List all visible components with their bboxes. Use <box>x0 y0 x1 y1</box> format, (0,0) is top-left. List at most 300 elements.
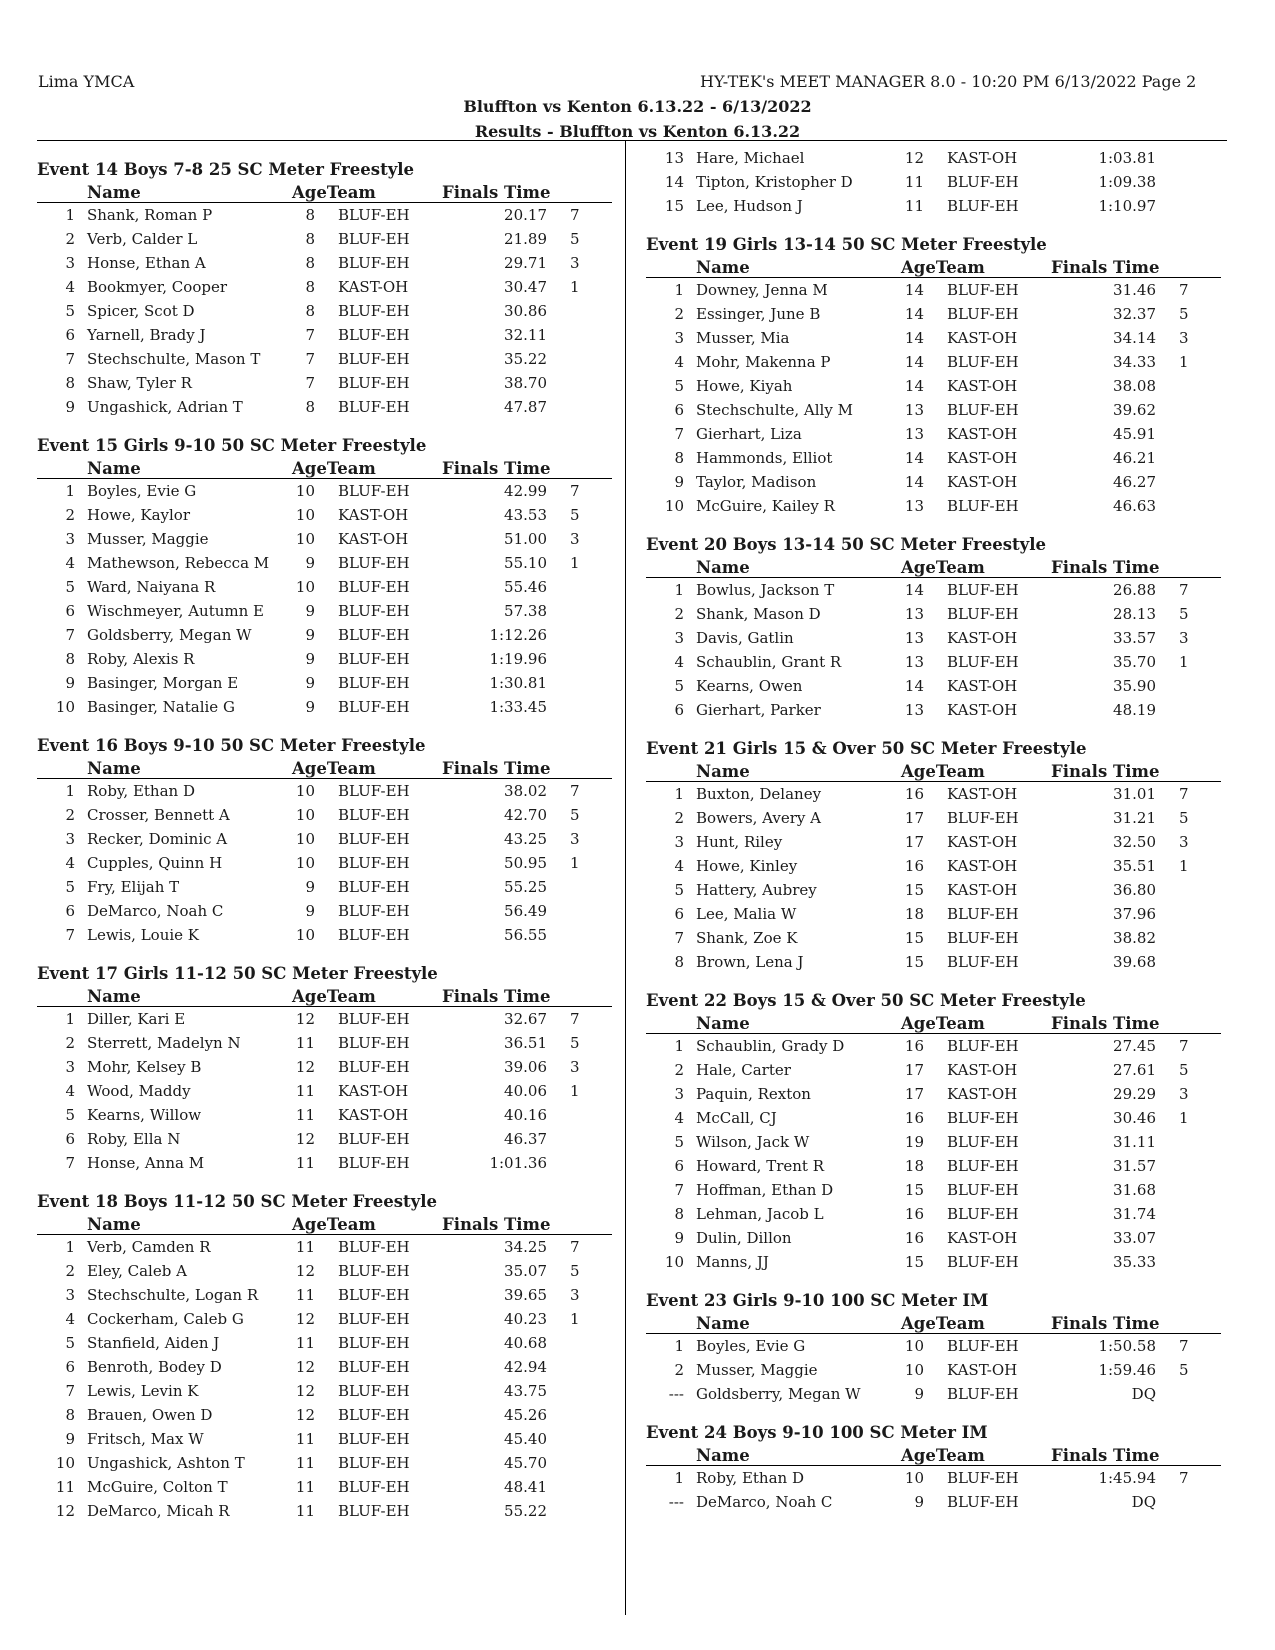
finals-time: 27.45 <box>1113 1037 1156 1055</box>
place: 8 <box>65 374 75 392</box>
finals-time: 40.23 <box>504 1310 547 1328</box>
swimmer-age: 8 <box>305 206 315 224</box>
result-row <box>37 1355 612 1379</box>
result-row <box>37 1331 612 1355</box>
result-row <box>37 227 612 251</box>
swimmer-name: Mohr, Makenna P <box>696 353 831 371</box>
header-finals-time: Finals Time <box>1051 1014 1160 1033</box>
swimmer-age: 16 <box>904 785 924 803</box>
team-code: KAST-OH <box>947 449 1018 467</box>
team-code: BLUF-EH <box>338 1238 410 1256</box>
team-code: BLUF-EH <box>947 1385 1019 1403</box>
place: 8 <box>65 650 75 668</box>
swimmer-age: 12 <box>904 149 924 167</box>
result-row <box>37 395 612 419</box>
event-block <box>37 1190 612 1523</box>
swimmer-name: Bowlus, Jackson T <box>696 581 835 599</box>
result-row <box>646 1034 1221 1058</box>
place: 12 <box>55 1502 75 1520</box>
event-block <box>37 734 612 947</box>
place: 2 <box>65 506 75 524</box>
place: 6 <box>674 701 684 719</box>
header-finals-time: Finals Time <box>442 759 551 778</box>
swimmer-age: 14 <box>904 677 924 695</box>
swimmer-name: Kearns, Owen <box>696 677 803 695</box>
swimmer-age: 8 <box>305 302 315 320</box>
finals-time: 1:10.97 <box>1098 197 1156 215</box>
finals-time: 35.22 <box>504 350 547 368</box>
swimmer-age: 13 <box>904 701 924 719</box>
team-code: BLUF-EH <box>338 554 410 572</box>
result-row <box>37 275 612 299</box>
swimmer-age: 16 <box>904 1037 924 1055</box>
swimmer-name: Dulin, Dillon <box>696 1229 792 1247</box>
result-row <box>37 1259 612 1283</box>
place: 10 <box>664 1253 684 1271</box>
team-code: KAST-OH <box>947 629 1018 647</box>
event-title: Event 17 Girls 11-12 50 SC Meter Freestyle <box>37 964 438 983</box>
result-row <box>37 1103 612 1127</box>
points: 7 <box>1179 1469 1189 1487</box>
swimmer-name: Essinger, June B <box>696 305 821 323</box>
swimmer-name: Hunt, Riley <box>696 833 783 851</box>
finals-time: 55.46 <box>504 578 547 596</box>
swimmer-name: Honse, Anna M <box>87 1154 205 1172</box>
swimmer-age: 10 <box>295 854 315 872</box>
swimmer-name: Mathewson, Rebecca M <box>87 554 270 572</box>
column-header <box>646 1313 1221 1334</box>
finals-time: 48.41 <box>504 1478 547 1496</box>
header-name: Name <box>87 987 141 1006</box>
swimmer-name: Recker, Dominic A <box>87 830 228 848</box>
column-header <box>646 1445 1221 1466</box>
place: 3 <box>674 329 684 347</box>
column-header <box>37 182 612 203</box>
result-row <box>646 902 1221 926</box>
result-row <box>646 806 1221 830</box>
result-row <box>37 1451 612 1475</box>
swimmer-name: Wischmeyer, Autumn E <box>87 602 265 620</box>
team-code: KAST-OH <box>947 1085 1018 1103</box>
points: 3 <box>570 1286 580 1304</box>
software-info: HY-TEK's MEET MANAGER 8.0 - 10:20 PM 6/13/2022 Page 2 <box>700 72 1197 91</box>
result-row <box>37 803 612 827</box>
place: 5 <box>674 881 684 899</box>
result-row <box>646 1154 1221 1178</box>
points: 3 <box>1179 629 1189 647</box>
event-title: Event 23 Girls 9-10 100 SC Meter IM <box>646 1291 989 1310</box>
finals-time: 1:59.46 <box>1098 1361 1156 1379</box>
points: 1 <box>570 554 580 572</box>
place: --- <box>668 1493 684 1511</box>
team-code: KAST-OH <box>338 1082 409 1100</box>
place: 5 <box>65 302 75 320</box>
place: 5 <box>674 1133 684 1151</box>
finals-time: 38.82 <box>1113 929 1156 947</box>
swimmer-name: Boyles, Evie G <box>696 1337 806 1355</box>
finals-time: 43.53 <box>504 506 547 524</box>
swimmer-age: 14 <box>904 281 924 299</box>
team-code: BLUF-EH <box>338 1478 410 1496</box>
swimmer-name: Shaw, Tyler R <box>87 374 192 392</box>
swimmer-name: Kearns, Willow <box>87 1106 202 1124</box>
swimmer-age: 7 <box>305 326 315 344</box>
swimmer-age: 9 <box>305 602 315 620</box>
result-row <box>646 170 1221 194</box>
finals-time: 1:33.45 <box>489 698 547 716</box>
place: 7 <box>65 626 75 644</box>
swimmer-name: Tipton, Kristopher D <box>696 173 853 191</box>
team-code: KAST-OH <box>338 530 409 548</box>
swimmer-name: Taylor, Madison <box>696 473 817 491</box>
finals-time: 56.55 <box>504 926 547 944</box>
header-ageteam: AgeTeam <box>292 759 376 778</box>
swimmer-name: Mohr, Kelsey B <box>87 1058 202 1076</box>
header-ageteam: AgeTeam <box>901 558 985 577</box>
swimmer-name: Basinger, Natalie G <box>87 698 235 716</box>
swimmer-name: Ward, Naiyana R <box>87 578 216 596</box>
team-code: KAST-OH <box>947 473 1018 491</box>
points: 5 <box>1179 605 1189 623</box>
finals-time: 26.88 <box>1113 581 1156 599</box>
swimmer-age: 14 <box>904 377 924 395</box>
swimmer-name: Musser, Maggie <box>87 530 209 548</box>
result-row <box>646 446 1221 470</box>
result-row <box>37 1475 612 1499</box>
finals-time: 45.26 <box>504 1406 547 1424</box>
result-row <box>37 671 612 695</box>
swimmer-name: Downey, Jenna M <box>696 281 828 299</box>
result-row <box>37 551 612 575</box>
header-finals-time: Finals Time <box>1051 1446 1160 1465</box>
swimmer-age: 14 <box>904 473 924 491</box>
swimmer-age: 14 <box>904 449 924 467</box>
place: 7 <box>65 1382 75 1400</box>
finals-time: 1:09.38 <box>1098 173 1156 191</box>
team-code: BLUF-EH <box>338 1058 410 1076</box>
swimmer-name: Fry, Elijah T <box>87 878 180 896</box>
place: 10 <box>55 1454 75 1472</box>
finals-time: 46.27 <box>1113 473 1156 491</box>
place: 7 <box>65 1154 75 1172</box>
swimmer-age: 10 <box>295 578 315 596</box>
result-row <box>646 1106 1221 1130</box>
team-code: KAST-OH <box>947 1361 1018 1379</box>
team-code: KAST-OH <box>947 833 1018 851</box>
place: 6 <box>65 602 75 620</box>
event-block <box>646 989 1221 1274</box>
swimmer-age: 14 <box>904 581 924 599</box>
place: 8 <box>65 1406 75 1424</box>
result-row <box>646 470 1221 494</box>
swimmer-age: 10 <box>295 782 315 800</box>
team-code: BLUF-EH <box>338 674 410 692</box>
finals-time: 1:30.81 <box>489 674 547 692</box>
place: 4 <box>65 278 75 296</box>
finals-time: 36.80 <box>1113 881 1156 899</box>
points: 1 <box>1179 1109 1189 1127</box>
points: 7 <box>570 782 580 800</box>
result-row <box>37 1379 612 1403</box>
team-code: KAST-OH <box>338 1106 409 1124</box>
finals-time: 33.57 <box>1113 629 1156 647</box>
points: 1 <box>570 278 580 296</box>
result-row <box>646 1334 1221 1358</box>
team-code: BLUF-EH <box>947 197 1019 215</box>
swimmer-age: 12 <box>295 1358 315 1376</box>
swimmer-age: 19 <box>904 1133 924 1151</box>
finals-time: 20.17 <box>504 206 547 224</box>
result-row <box>37 1307 612 1331</box>
finals-time: 43.25 <box>504 830 547 848</box>
finals-time: 29.29 <box>1113 1085 1156 1103</box>
place: 1 <box>674 1469 684 1487</box>
result-row <box>37 827 612 851</box>
finals-time: 48.19 <box>1113 701 1156 719</box>
place: 7 <box>674 425 684 443</box>
finals-time: 31.21 <box>1113 809 1156 827</box>
finals-time: 27.61 <box>1113 1061 1156 1079</box>
swimmer-name: Goldsberry, Megan W <box>87 626 252 644</box>
place: 14 <box>664 173 684 191</box>
place: 2 <box>674 809 684 827</box>
result-row <box>646 398 1221 422</box>
result-row <box>646 350 1221 374</box>
team-code: BLUF-EH <box>338 698 410 716</box>
swimmer-name: Roby, Ella N <box>87 1130 181 1148</box>
team-code: BLUF-EH <box>338 1286 410 1304</box>
points: 7 <box>570 1010 580 1028</box>
finals-time: 55.10 <box>504 554 547 572</box>
result-row <box>646 698 1221 722</box>
result-row <box>646 1082 1221 1106</box>
finals-time: 43.75 <box>504 1382 547 1400</box>
team-code: BLUF-EH <box>947 905 1019 923</box>
team-code: BLUF-EH <box>338 374 410 392</box>
swimmer-name: Lehman, Jacob L <box>696 1205 824 1223</box>
result-row <box>37 371 612 395</box>
team-code: KAST-OH <box>947 677 1018 695</box>
team-code: BLUF-EH <box>338 1454 410 1472</box>
header-finals-time: Finals Time <box>1051 1314 1160 1333</box>
result-row <box>37 1007 612 1031</box>
swimmer-age: 9 <box>305 878 315 896</box>
place: 9 <box>674 473 684 491</box>
swimmer-name: Wood, Maddy <box>87 1082 191 1100</box>
result-row <box>37 323 612 347</box>
swimmer-name: McGuire, Colton T <box>87 1478 228 1496</box>
points: 1 <box>1179 857 1189 875</box>
swimmer-name: Howe, Kiyah <box>696 377 793 395</box>
swimmer-name: Wilson, Jack W <box>696 1133 810 1151</box>
column-header <box>37 758 612 779</box>
result-row <box>37 479 612 503</box>
finals-time: 33.07 <box>1113 1229 1156 1247</box>
header-ageteam: AgeTeam <box>901 258 985 277</box>
team-code: BLUF-EH <box>338 1010 410 1028</box>
swimmer-age: 10 <box>904 1361 924 1379</box>
finals-time: 28.13 <box>1113 605 1156 623</box>
swimmer-name: Stanfield, Aiden J <box>87 1334 220 1352</box>
swimmer-age: 12 <box>295 1262 315 1280</box>
result-row <box>37 1127 612 1151</box>
finals-time: 1:03.81 <box>1098 149 1156 167</box>
team-code: BLUF-EH <box>338 806 410 824</box>
header-name: Name <box>696 1314 750 1333</box>
swimmer-name: Lee, Hudson J <box>696 197 803 215</box>
swimmer-name: Schaublin, Grady D <box>696 1037 845 1055</box>
swimmer-name: Hammonds, Elliot <box>696 449 833 467</box>
team-code: BLUF-EH <box>338 350 410 368</box>
swimmer-age: 12 <box>295 1010 315 1028</box>
team-code: BLUF-EH <box>338 782 410 800</box>
points: 1 <box>570 854 580 872</box>
swimmer-age: 11 <box>904 173 924 191</box>
header-name: Name <box>696 558 750 577</box>
result-row <box>646 1466 1221 1490</box>
result-row <box>37 299 612 323</box>
finals-time: 56.49 <box>504 902 547 920</box>
finals-time: 45.70 <box>504 1454 547 1472</box>
place: 7 <box>65 350 75 368</box>
swimmer-name: Howe, Kinley <box>696 857 798 875</box>
swimmer-name: Verb, Camden R <box>87 1238 211 1256</box>
header-ageteam: AgeTeam <box>901 1014 985 1033</box>
result-row <box>646 1226 1221 1250</box>
result-row <box>37 1235 612 1259</box>
result-row <box>646 1058 1221 1082</box>
place: 1 <box>65 1010 75 1028</box>
place: 1 <box>674 281 684 299</box>
team-code: BLUF-EH <box>947 605 1019 623</box>
finals-time: 38.08 <box>1113 377 1156 395</box>
team-code: BLUF-EH <box>338 1502 410 1520</box>
points: 3 <box>570 530 580 548</box>
result-row <box>646 878 1221 902</box>
swimmer-age: 17 <box>904 1061 924 1079</box>
finals-time: 30.86 <box>504 302 547 320</box>
place: 4 <box>65 854 75 872</box>
place: 1 <box>674 581 684 599</box>
swimmer-age: 13 <box>904 401 924 419</box>
swimmer-name: Howe, Kaylor <box>87 506 190 524</box>
column-header <box>37 1214 612 1235</box>
team-code: KAST-OH <box>947 1061 1018 1079</box>
points: 5 <box>570 1262 580 1280</box>
swimmer-age: 8 <box>305 230 315 248</box>
place: 4 <box>674 857 684 875</box>
place: 2 <box>65 806 75 824</box>
swimmer-name: Eley, Caleb A <box>87 1262 187 1280</box>
swimmer-name: Stechschulte, Logan R <box>87 1286 259 1304</box>
column-header <box>646 557 1221 578</box>
swimmer-age: 15 <box>904 881 924 899</box>
place: 4 <box>65 554 75 572</box>
swimmer-name: Ungashick, Ashton T <box>87 1454 245 1472</box>
finals-time: 45.40 <box>504 1430 547 1448</box>
header-ageteam: AgeTeam <box>292 183 376 202</box>
finals-time: 38.70 <box>504 374 547 392</box>
finals-time: 35.33 <box>1113 1253 1156 1271</box>
finals-time: 46.21 <box>1113 449 1156 467</box>
swimmer-age: 11 <box>295 1082 315 1100</box>
result-row <box>646 926 1221 950</box>
swimmer-age: 11 <box>295 1286 315 1304</box>
place: 2 <box>65 1034 75 1052</box>
result-row <box>37 1403 612 1427</box>
points: 5 <box>1179 1061 1189 1079</box>
swimmer-name: Hoffman, Ethan D <box>696 1181 834 1199</box>
place: 1 <box>674 1337 684 1355</box>
team-code: KAST-OH <box>947 881 1018 899</box>
finals-time: 31.11 <box>1113 1133 1156 1151</box>
result-row <box>37 1151 612 1175</box>
swimmer-age: 16 <box>904 1109 924 1127</box>
result-row <box>646 374 1221 398</box>
swimmer-age: 10 <box>904 1337 924 1355</box>
finals-time: 36.51 <box>504 1034 547 1052</box>
place: 2 <box>65 230 75 248</box>
swimmer-age: 12 <box>295 1130 315 1148</box>
event-block <box>37 962 612 1175</box>
swimmer-name: Stechschulte, Mason T <box>87 350 261 368</box>
finals-time: 46.63 <box>1113 497 1156 515</box>
finals-time: 1:19.96 <box>489 650 547 668</box>
event-title: Event 16 Boys 9-10 50 SC Meter Freestyle <box>37 736 426 755</box>
place: 9 <box>674 1229 684 1247</box>
continued-event-block <box>646 146 1221 218</box>
swimmer-age: 15 <box>904 1181 924 1199</box>
swimmer-name: Diller, Kari E <box>87 1010 186 1028</box>
swimmer-name: Schaublin, Grant R <box>696 653 842 671</box>
swimmer-age: 12 <box>295 1058 315 1076</box>
results-title: Results - Bluffton vs Kenton 6.13.22 <box>474 122 801 141</box>
result-row <box>646 626 1221 650</box>
result-row <box>37 899 612 923</box>
team-code: BLUF-EH <box>338 1430 410 1448</box>
result-row <box>37 1427 612 1451</box>
finals-time: 30.47 <box>504 278 547 296</box>
swimmer-age: 11 <box>295 1106 315 1124</box>
swimmer-name: Spicer, Scot D <box>87 302 195 320</box>
place: 4 <box>65 1310 75 1328</box>
place: 1 <box>65 1238 75 1256</box>
team-code: BLUF-EH <box>338 854 410 872</box>
swimmer-age: 12 <box>295 1406 315 1424</box>
place: 3 <box>65 830 75 848</box>
swimmer-name: Goldsberry, Megan W <box>696 1385 861 1403</box>
column-divider <box>625 140 626 1615</box>
finals-time: DQ <box>1131 1385 1156 1403</box>
finals-time: DQ <box>1131 1493 1156 1511</box>
place: 5 <box>65 878 75 896</box>
points: 1 <box>570 1082 580 1100</box>
team-code: BLUF-EH <box>338 1406 410 1424</box>
team-code: BLUF-EH <box>338 830 410 848</box>
swimmer-name: Shank, Zoe K <box>696 929 798 947</box>
points: 5 <box>570 806 580 824</box>
finals-time: 37.96 <box>1113 905 1156 923</box>
swimmer-name: Stechschulte, Ally M <box>696 401 853 419</box>
place: 1 <box>65 482 75 500</box>
column-header <box>646 761 1221 782</box>
result-row <box>37 1055 612 1079</box>
result-row <box>646 1202 1221 1226</box>
swimmer-age: 12 <box>295 1310 315 1328</box>
header-name: Name <box>87 183 141 202</box>
swimmer-name: Roby, Ethan D <box>87 782 195 800</box>
swimmer-name: Brauen, Owen D <box>87 1406 213 1424</box>
